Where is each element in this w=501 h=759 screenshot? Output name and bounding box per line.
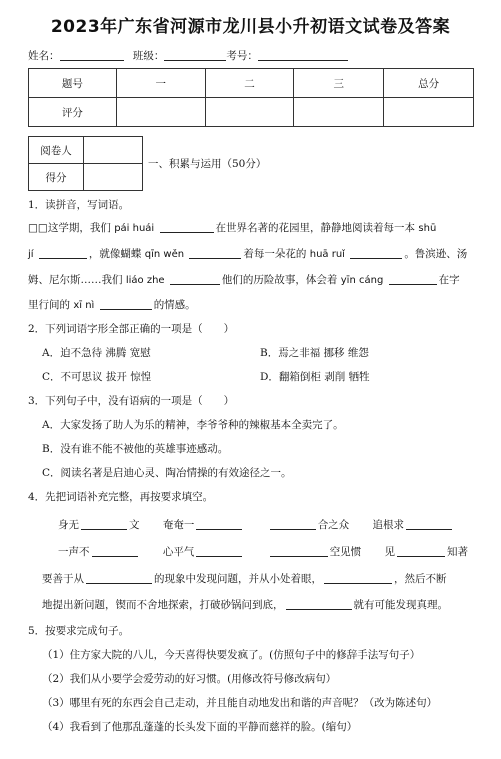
q1-line-3 xyxy=(28,273,460,288)
text-span: 要善于从 xyxy=(42,573,84,585)
q2-stem: 2．下列词语字形全部正确的一项是（ ） xyxy=(28,323,235,335)
text-span: 的情感。 xyxy=(153,299,196,311)
answer-blank[interactable] xyxy=(196,518,242,530)
q1-line-1 xyxy=(28,221,436,236)
q5-item-1: （1）住方家大院的八儿，今天喜得快要发疯了。(仿照句子中的修辞手法写句子） xyxy=(42,649,421,661)
answer-blank[interactable] xyxy=(196,545,242,557)
score-table xyxy=(28,68,474,127)
answer-blank[interactable] xyxy=(397,545,445,557)
score-cell xyxy=(294,98,384,127)
word-text: 见 xyxy=(384,546,396,558)
answer-blank[interactable] xyxy=(406,518,452,530)
score-cell xyxy=(205,98,294,127)
text-span: 的现象中发现问题，并从小处着眼， xyxy=(154,573,322,585)
exam-no-label: 考号： xyxy=(226,50,258,62)
answer-blank[interactable] xyxy=(389,273,437,285)
answer-blank[interactable] xyxy=(86,572,152,584)
q1-stem: 1．读拼音，写词语。 xyxy=(28,199,130,211)
word-text: 文 xyxy=(129,519,140,531)
answer-blank[interactable] xyxy=(350,247,402,259)
q5-item-3: （3）哪里有死的东西会自己走动，并且能自动地发出和谐的声音呢？（改为陈述句） xyxy=(42,697,438,709)
text-span: 地提出新问题，锲而不舍地探索，打破砂锅问到底， xyxy=(42,599,284,611)
pinyin: liáo zhe xyxy=(125,275,165,286)
answer-blank[interactable] xyxy=(81,518,127,530)
page-title: 2023年广东省河源市龙川县小升初语文试卷及答案 xyxy=(50,17,451,37)
score-header-cell: 二 xyxy=(205,69,294,98)
score-header-cell: 题号 xyxy=(29,69,117,98)
class-blank xyxy=(164,50,226,61)
answer-blank[interactable] xyxy=(189,247,241,259)
q2-option-d[interactable]: D．翻箱倒柜 剥削 牺牲 xyxy=(260,371,370,383)
word-text: 知著 xyxy=(447,546,469,558)
pinyin: jí xyxy=(28,249,34,260)
word-text: 心平气 xyxy=(162,546,195,558)
score-row-label: 评分 xyxy=(29,98,117,127)
grader-table xyxy=(28,136,143,191)
answer-blank[interactable] xyxy=(324,572,392,584)
pinyin: huā ruǐ xyxy=(309,249,345,260)
name-label: 姓名： xyxy=(28,50,60,62)
q3-option-c[interactable]: C．阅读名著是启迪心灵、陶冶情操的有效途径之一。 xyxy=(42,467,292,479)
q5-item-2: （2）我们从小要学会爱劳动的好习惯。(用修改符号修改病句） xyxy=(42,673,337,685)
pinyin: yīn cáng xyxy=(340,275,384,286)
q5-stem: 5．按要求完成句子。 xyxy=(28,625,130,637)
exam-no-blank xyxy=(258,50,348,61)
q2-option-a[interactable]: A．迫不急待 沸腾 宽慰 xyxy=(42,347,151,359)
q2-option-b[interactable]: B．焉之非福 挪移 维怨 xyxy=(260,347,369,359)
q4-stem: 4．先把词语补充完整，再按要求填空。 xyxy=(28,491,214,503)
pinyin: qīn wěn xyxy=(144,249,185,260)
q2-option-c[interactable]: C．不可思议 拔开 惊惶 xyxy=(42,371,152,383)
text-span: 里行间的 xyxy=(28,299,70,311)
pinyin: xī nì xyxy=(73,300,95,311)
score-label: 得分 xyxy=(29,164,84,191)
q4-row-1 xyxy=(58,518,454,532)
score-header-cell: 三 xyxy=(294,69,384,98)
name-blank xyxy=(60,50,124,61)
word-text: 奄奄一 xyxy=(162,519,195,531)
q4-sentence-1 xyxy=(42,572,447,586)
score-table-header xyxy=(29,69,474,98)
q3-option-b[interactable]: B．没有谁不能不被他的英雄事迹感动。 xyxy=(42,443,229,455)
text-span: □□这学期，我们 xyxy=(28,222,111,234)
answer-blank[interactable] xyxy=(92,545,138,557)
word-text: 追根求 xyxy=(372,519,405,531)
word-text: 身无 xyxy=(58,519,79,531)
text-span: 着每一朵花的 xyxy=(243,248,307,260)
text-span: 就有可能发现真理。 xyxy=(353,599,448,611)
score-table-row xyxy=(29,98,474,127)
student-info-line xyxy=(28,48,348,63)
word-text: 合之众 xyxy=(317,519,350,531)
answer-blank[interactable] xyxy=(100,298,152,310)
word-text: 一声不 xyxy=(58,546,90,558)
text-span: ，然后不断 xyxy=(394,573,447,585)
text-span: 在世界名著的花园里，静静地阅读着每一本 xyxy=(215,222,416,234)
q3-stem: 3．下列句子中，没有语病的一项是（ ） xyxy=(28,395,235,407)
grader-score-cell xyxy=(84,164,143,191)
text-span: 他们的历险故事，体会着 xyxy=(221,274,338,286)
q4-row-2 xyxy=(58,545,468,559)
word-text: 空见惯 xyxy=(329,546,362,558)
class-label: 班级： xyxy=(132,50,165,62)
score-header-cell: 总分 xyxy=(384,69,474,98)
text-span: 。鲁滨逊、汤 xyxy=(404,248,468,260)
answer-blank[interactable] xyxy=(39,247,87,259)
section-heading: 一、积累与运用（50分） xyxy=(148,158,267,170)
text-span: ，就像蝴蝶 xyxy=(88,248,142,260)
reviewer-label: 阅卷人 xyxy=(29,137,84,164)
answer-blank[interactable] xyxy=(270,518,316,530)
answer-blank[interactable] xyxy=(270,545,328,557)
pinyin: pái huái xyxy=(114,223,155,234)
q4-sentence-2 xyxy=(42,598,448,612)
answer-blank[interactable] xyxy=(286,598,352,610)
reviewer-cell xyxy=(84,137,143,164)
q3-option-a[interactable]: A．大家发扬了助人为乐的精神，李爷爷种的辣椒基本全卖完了。 xyxy=(42,419,344,431)
q5-item-4: （4）我看到了他那乱蓬蓬的长头发下面的平静而慈祥的脸。(缩句） xyxy=(42,721,358,733)
answer-blank[interactable] xyxy=(170,273,220,285)
q1-line-4 xyxy=(28,298,196,313)
answer-blank[interactable] xyxy=(160,221,214,233)
q1-line-2 xyxy=(28,247,467,262)
score-cell xyxy=(116,98,205,127)
pinyin: shū xyxy=(418,223,437,234)
score-cell xyxy=(384,98,474,127)
text-span: 在字 xyxy=(438,274,460,286)
text-span: 姆、尼尔斯……我们 xyxy=(28,274,123,286)
score-header-cell: 一 xyxy=(116,69,205,98)
